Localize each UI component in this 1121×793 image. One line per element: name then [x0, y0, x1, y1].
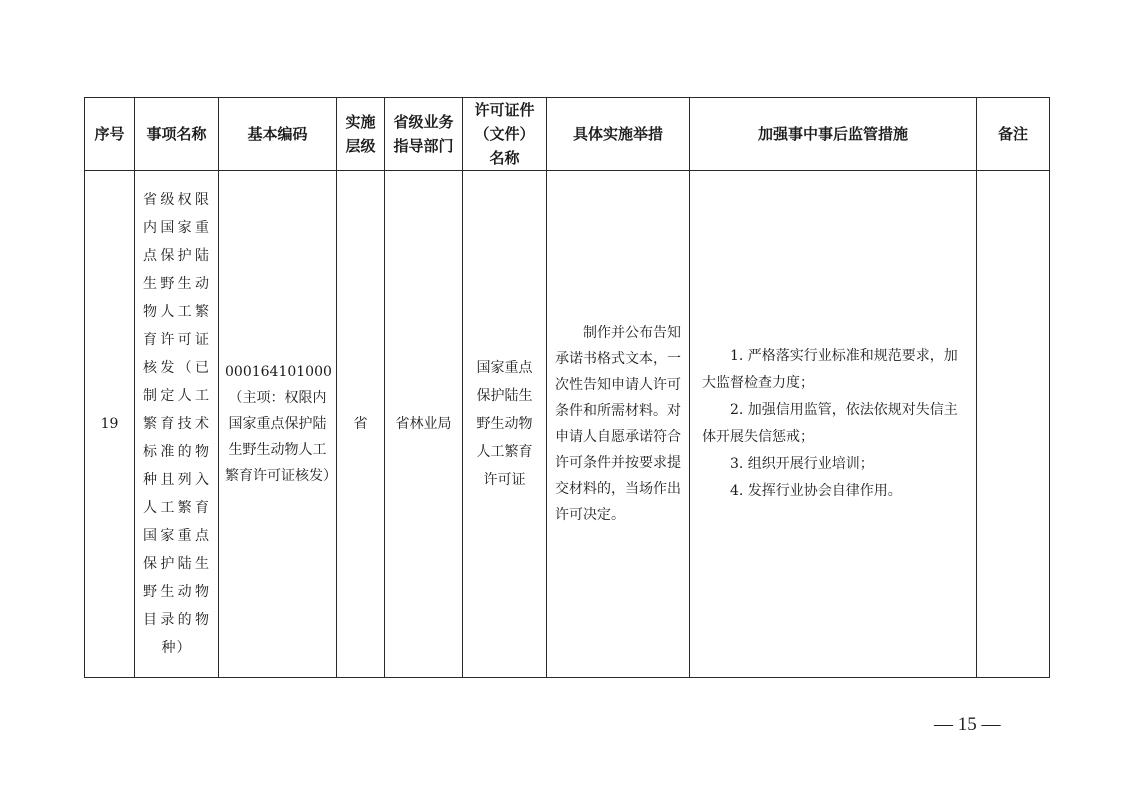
header-level-line1: 实施: [345, 113, 376, 131]
header-department-line1: 省级业务: [393, 113, 454, 131]
cell-remarks: [977, 171, 1050, 678]
cell-measures: [547, 171, 690, 678]
cell-seq: 19: [85, 171, 135, 678]
supervision-item-1: 1. 严格落实行业标准和规范要求，加大监督检查力度；: [702, 348, 958, 391]
cell-level: 省: [337, 171, 385, 678]
cell-base-code: [219, 171, 337, 678]
page-number: — 15 —: [934, 714, 1001, 735]
supervision-item-2: 2. 加强信用监管，依法依规对失信主体开展失信惩戒；: [702, 402, 958, 445]
table-row: [85, 171, 1050, 678]
table-header-row: [85, 98, 1050, 171]
base-code-value: 000164101000: [225, 364, 332, 380]
measures-text: [547, 320, 689, 528]
header-level: [337, 98, 385, 171]
base-code-block: [219, 359, 336, 489]
supervision-item-3: 3. 组织开展行业培训；: [730, 456, 874, 472]
header-base-code: 基本编码: [219, 98, 337, 171]
supervision-item-4: 4. 发挥行业协会自律作用。: [730, 483, 902, 499]
header-department-line2: 指导部门: [393, 137, 454, 155]
header-certificate-line1: 许可证件: [474, 101, 535, 119]
header-seq: 序号: [85, 98, 135, 171]
header-certificate: [463, 98, 547, 171]
header-department: [385, 98, 463, 171]
header-level-line2: 层级: [345, 137, 376, 155]
certificate-name: 国家重点保护陆生野生动物人工繁育许可证: [476, 360, 533, 488]
measures-paragraph: 制作并公布告知承诺书格式文本，一次性告知申请人许可条件和所需材料。对申请人自愿承诺符合许可条件并按要求提交材料的，当场作出许可决定。: [555, 325, 681, 523]
cell-certificate: [463, 171, 547, 678]
header-certificate-line2: （文件）: [474, 125, 535, 143]
approval-items-table: [84, 97, 1050, 678]
cell-department: 省林业局: [385, 171, 463, 678]
item-name-text: 省级权限内国家重点保护陆生野生动物人工繁育许可证核发（已制定人工繁育技术标准的物种且列入人工繁育国家重点保护陆生野生动物目录的物种）: [143, 192, 210, 656]
cell-supervision: [690, 171, 977, 678]
cell-item-name: [135, 171, 219, 678]
header-measures: 具体实施举措: [547, 98, 690, 171]
header-remarks: 备注: [977, 98, 1050, 171]
base-code-note: （主项：权限内国家重点保护陆生野生动物人工繁育许可证核发）: [225, 390, 337, 484]
header-supervision: 加强事中事后监管措施: [690, 98, 977, 171]
header-item-name: 事项名称: [135, 98, 219, 171]
header-certificate-line3: 名称: [489, 149, 520, 167]
supervision-list: [690, 343, 976, 505]
